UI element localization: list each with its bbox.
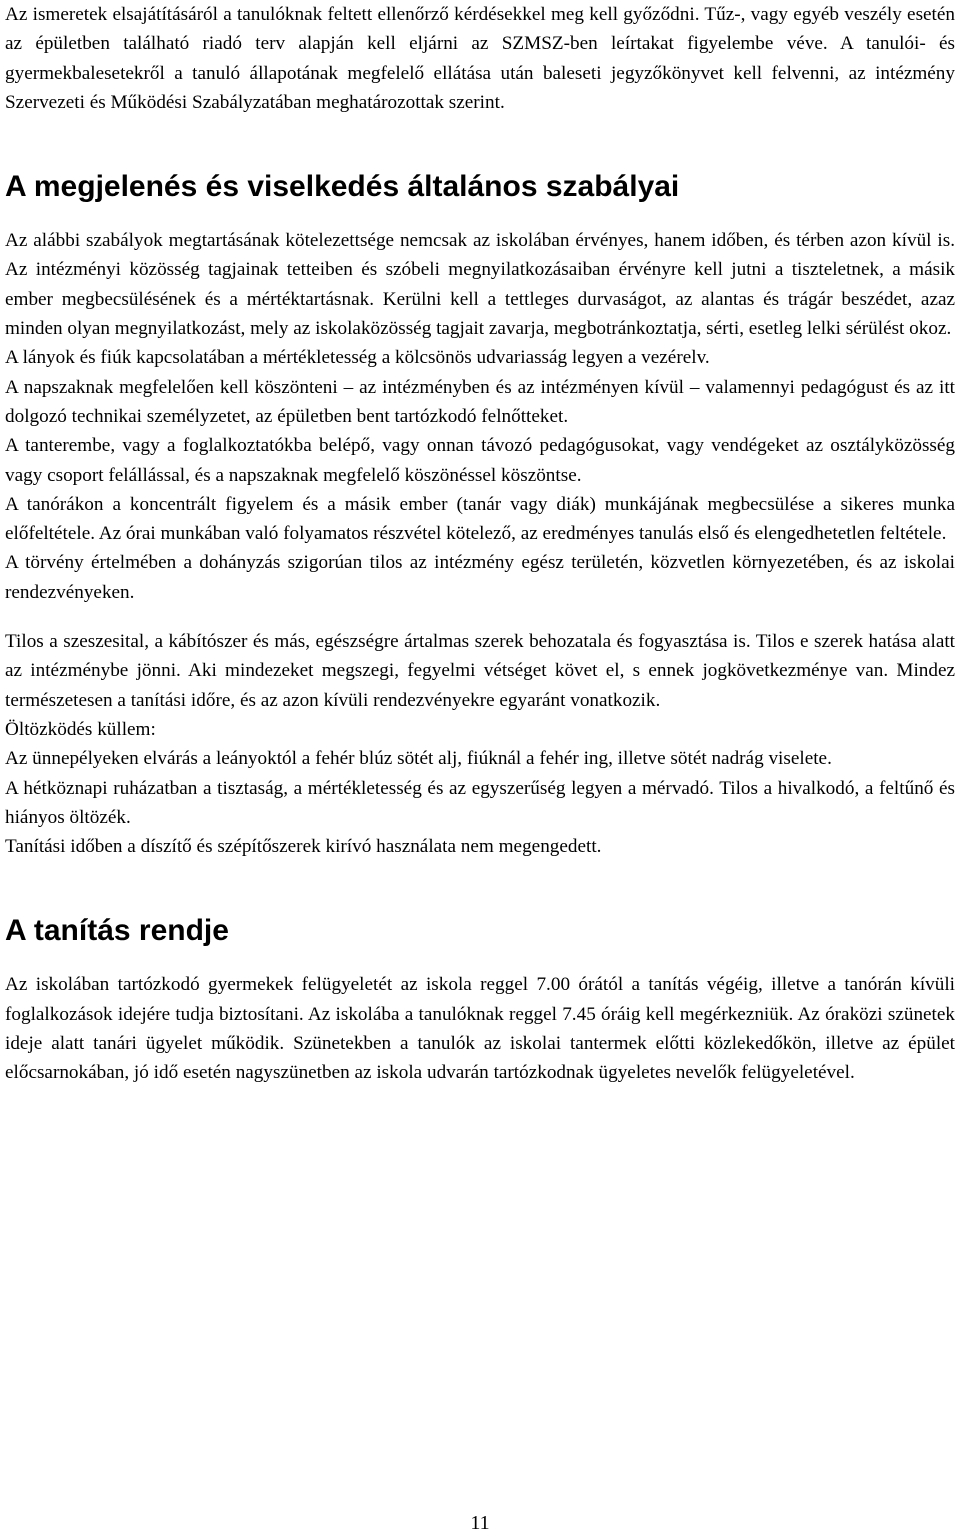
heading-behavior-rules: A megjelenés és viselkedés általános szabályai (5, 170, 680, 204)
document-page (5, 0, 955, 1088)
paragraph-supervision: Az iskolában tartózkodó gyermekek felügyeletét az iskola reggel 7.00 órától a tanítás végéig, illetve a tanórán kívüli foglalkozások idejére tudja biztosítani. Az iskolába a tanulóknak reggel 7.45 óráig kell megérkezniük. Az óraközi szünetek ideje alatt tanári ügyelet működik. Szünetekben a tanulók az iskolai tantermek előtti közlekedőkön, illetve az épület előcsarnokában, jó idő esetén nagyszünetben az iskola udvarán tartózkodnak ügyeletes nevelők felügyeletével. (5, 974, 955, 1084)
paragraph-dress-title: Öltözködés küllem: (5, 718, 156, 740)
heading-teaching-order: A tanítás rendje (5, 914, 229, 948)
paragraph-dress-ceremony: Az ünnepélyeken elvárás a leányoktól a fehér blúz sötét alj, fiúknál a fehér ing, illetve sötét nadrág viselete. (5, 748, 832, 770)
paragraph-classroom-entry: A tanterembe, vagy a foglalkoztatókba belépő, vagy onnan távozó pedagógusokat, vagy vendégeket az osztályközösség vagy csoport felállással, és a napszaknak megfelelő köszönéssel köszöntse. (5, 435, 955, 486)
paragraph-greeting: A napszaknak megfelelően kell köszönteni – az intézményben és az intézményen kívül – valamennyi pedagógust és az itt dolgozó technikai személyzetet, az épületben bent tartózkodó felnőtteket. (5, 376, 955, 427)
paragraph-cosmetics: Tanítási időben a díszítő és szépítőszerek kirívó használata nem megengedett. (5, 836, 602, 858)
paragraph-rules-scope: Az alábbi szabályok megtartásának kötelezettsége nemcsak az iskolában érvényes, hanem időben, és térben azon kívül is. Az intézményi közösség tagjainak tetteiben és szóbeli megnyilatkozásaiban érvényre kell jutni a tiszteletnek, a másik ember megbecsülésének és a mértéktartásnak. Kerülni kell a tettleges durvaságot, az alantas és trágár beszédet, azaz minden olyan megnyilatkozást, mely az iskolaközösség tagjait zavarja, megbotránkoztatja, sérti, esetleg lelki sérülést okoz. (5, 230, 955, 340)
paragraph-smoking: A törvény értelmében a dohányzás szigorúan tilos az intézmény egész területén, közvetlen környezetében, és az iskolai rendezvényeken. (5, 552, 955, 603)
paragraph-alcohol-drugs: Tilos a szeszesital, a kábítószer és más, egészségre ártalmas szerek behozatala és fogyasztása is. Tilos e szerek hatása alatt az intézménybe jönni. Aki mindezeket megszegi, fegyelmi vétséget követ el, s ennek jogkövetkezménye van. Mindez természetesen a tanítási időre, és az azon kívüli rendezvényekre egyaránt vonatkozik. (5, 631, 955, 711)
page-number: 11 (470, 1512, 490, 1534)
paragraph-boys-girls: A lányok és fiúk kapcsolatában a mértékletesség a kölcsönös udvariasság legyen a vezérelv. (5, 347, 710, 369)
paragraph-dress-everyday: A hétköznapi ruházatban a tisztaság, a mértékletesség és az egyszerűség legyen a mérvadó. Tilos a hivalkodó, a feltűnő és hiányos öltözék. (5, 777, 955, 828)
paragraph-safety-rules: Az ismeretek elsajátításáról a tanulóknak feltett ellenőrző kérdésekkel meg kell győződni. Tűz-, vagy egyéb veszély esetén az épületben található riadó terv alapján kell eljárni az SZMSZ-ben leírtakat figyelembe véve. A tanulói- és gyermekbalesetekről a tanuló állapotának megfelelő ellátása után baleseti jegyzőkönyvet kell felvenni, az intézmény Szervezeti és Működési Szabályzatában meghatározottak szerint. (5, 4, 955, 113)
paragraph-attention: A tanórákon a koncentrált figyelem és a másik ember (tanár vagy diák) munkájának megbecsülése a sikeres munka előfeltétele. Az órai munkában való folyamatos részvétel kötelező, az eredményes tanulás első és elengedhetetlen feltétele. (5, 493, 955, 545)
